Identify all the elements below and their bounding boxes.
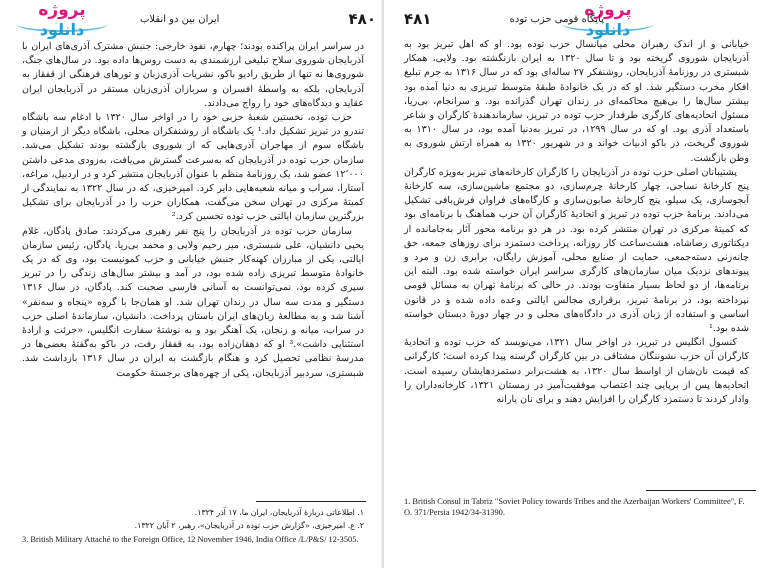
page-body bbox=[22, 40, 364, 381]
logo-line-2: دانلود bbox=[39, 20, 85, 39]
footnote-divider bbox=[646, 490, 756, 491]
paragraph: پشتیبانان اصلی حزب توده در آذربایجان را کارگران کارخانه‌های تبریز به‌ویژه کارگران پنج کارخانهٔ نساجی، چهار کارخانهٔ چرم‌سازی، دو مجتمع ماشین‌سازی، سه کارخانهٔ آبجوسازی، یک سیلو، پنج کارخانهٔ صابون‌سازی و کارگاه‌های فراوان فرش‌بافی تشکیل می‌دادند. برنامهٔ حزب توده در تبریز و اتحادیهٔ کارگران آن حزب هماهنگ با برنامه‌ای بود که کمیتهٔ مرکزی در تهران منتشر کرده بود. در هر دو برنامه محور آثار به‌جامانده از دیکتاتوری رضاشاه، هشت‌ساعت کار روزانه، پرداخت دستمزد برای روزهای جمعه، حق چانه‌زنی دسته‌جمعی، حمایت از صنایع محلی، آموزش رایگان، برابری زن و مرد و پیوندهای نزدیک میان سازمان‌های کارگری سراسر ایران خواسته شده بود. البته این برنامه‌ها، از دو لحاظ بسیار متفاوت بودند. در حالی که برنامهٔ تهران به مسائل قومی نپرداخته بود، در برنامهٔ تبریز، برقراری مجالس ایالتی وعده داده شده و در قانون اساسی و استفاده از زبان آذری در دادگاه‌های محلی و در چهار دورهٔ دبستان خواسته شده بود.¹ bbox=[404, 166, 749, 335]
right-page bbox=[384, 0, 768, 568]
footnote: ۱. اطلاعاتی دربارهٔ آذربایجان، ایران ما، ۱۷ آذر ۱۳۲۴. bbox=[194, 508, 364, 517]
footnote: ۲. ع. امیرخیزی، «گزارش حزب توده در آذربایجان»، رهبر، ۲ آبان ۱۳۲۲. bbox=[134, 521, 364, 530]
page-header bbox=[140, 8, 376, 30]
footnote: 3. British Military Attaché to the Foreign Office, 12 November 1946, India Office /L/P&S/ 12-3505. bbox=[22, 535, 359, 544]
paragraph: خیابانی و از اندک رهبران محلی میانسال حزب توده بود. او که اهل تبریز بود به آذربایجان شوروی گریخته بود و تا سال ۱۳۲۰ به ایران بازنگشته بود. ولایی، همکار شبستری در روزنامهٔ آذربایجان، روشنفکر ۲۷ ساله‌ای بود که در سال ۱۳۱۶ به جرم تبلیغ افکار مخرب دستگیر شد. او که در یک خانوادهٔ طبقهٔ متوسط تبریزی به دنیا آمده بود بیشتر سال‌ها را بی‌هیچ محاکمه‌ای در زندان تهران گذرانده بود. و سرانجام، بی‌ریا، مسئول اتحادیه‌های کارگری طرفدار حزب توده در تبریز، سازماندهندهٔ کارگران و شاعر باستعداد آذری بود. او که در سال ۱۲۹۹، در تبریز به‌دنیا آمده بود، در سال ۱۳۱۰ به شوروی گریخت، در باکو ادبیات خواند و در شهریور ۱۳۲۰ به همراه ارتش شوروی به وطن بازگشت. bbox=[404, 39, 749, 164]
logo-line-1: پروژه bbox=[38, 0, 86, 20]
paragraph: سازمان حزب توده در آذربایجان را پنج نفر رهبری می‌کردند: صادق پادگان، غلام یحیی دانشیان، علی شبستری، میر رحیم ولایی و محمد بی‌ریا. پادگان، رئیس سازمان ایالتی، یکی از مبارزان کهنه‌کار جنبش خیابانی و حزب کمونیست بود، وی که در یک خانوادهٔ متوسط تبریزی زاده شده بود، در آمد و بیشتر سال‌های زندگی را در تبریز سپری کرده بود، نمی‌توانست به آسانی فارسی صحبت کند. پادگان، در سال ۱۳۱۶ دستگیر و مدت سه سال در زندان تهران شد. او همان‌جا با گروه «پنجاه و سه‌نفر» آشنا شد و به مطالعهٔ زبان‌های ایران باستان پرداخت. دانشیان، سازماندهٔ اصلی حزب در سراب، میانه و زنجان، یک آهنگر بود و به نوشتهٔ سفارت انگلیس، «جرئت و ارادهٔ استثنایی داشت».³ او که دهقان‌زاده بود، به قفقاز رفت، در باکو به‌گفتهٔ بعضی‌ها در مدرسهٔ نظامی تحصیل کرد و هنگام بازگشت به ایران در سال ۱۳۱۶ بازداشت شد. شبستری، سردبیر آذربایجان، یکی از چهره‌های برجستهٔ حکومت bbox=[22, 225, 364, 379]
logo-line-2: دانلود bbox=[585, 20, 631, 39]
paragraph: حزب توده، نخستین شعبهٔ حزبی خود را در اواخر سال ۱۳۲۰ با ادغام سه باشگاه تندرو در تبریز تشکیل داد.¹ یک باشگاه از روشنفکران محلی، باشگاه دیگر از ارمنیان و باشگاه سوم از مهاجران آذری‌هایی که از شوروی بازگشته بودند تشکیل می‌شد. سازمان حزب توده در آذربایجان که به‌سرعت گسترش می‌یافت، به‌زودی مدعی داشتن ۱۲٬۰۰۰ عضو شد، یک روزنامهٔ منظم با عنوان آذربایجان منتشر کرد و در اردبیل، مراغه، آستارا، سراب و میانه شعبه‌هایی دایر کرد. امیرخیزی، که در سال ۱۳۲۲ به نمایندگی از کمیتهٔ مرکزی در تهران سخن می‌گفت، همکاران حزب را در آذربایجان برای تشکیل بزرگترین سازمان ایالتی حزب توده تحسین کرد.² bbox=[22, 112, 364, 223]
page-number: ۴۸۱ bbox=[404, 10, 432, 28]
page-number: ۴۸۰ bbox=[348, 10, 376, 28]
logo-swoosh-icon bbox=[16, 16, 108, 32]
running-title: ایران بین دو انقلاب bbox=[140, 13, 220, 25]
page-header bbox=[404, 8, 604, 30]
page-body bbox=[404, 38, 749, 407]
running-title: پایگاه قومی حزب توده bbox=[509, 13, 604, 25]
paragraph: کنسول انگلیس در تبریز، در اواخر سال ۱۳۲۱، می‌نویسد که حزب توده و اتحادیهٔ کارگران آن حزب نشوننگان مشتاقی در بین کارگران گرسنه پیدا کرده است؛ کارگرانی که قیمت نان‌شان از اواسط سال ۱۳۲۰، به هشت‌برابر دستمزدهایشان رسیده است. اتحادیه‌ها پس از برپایی چند اعتصاب موفقیت‌آمیز در زمستان ۱۳۲۱، کارخانه‌داران را وادار کردند تا دستمزد کارگران را افزایش دهند و برای نان یارانه bbox=[404, 337, 749, 406]
footnote-divider bbox=[256, 501, 366, 502]
paragraph: در سراسر ایران پراکنده بودند؛ چهارم، نفوذ خارجی: جنبش مشترک آذری‌های ایران با آذربایجان شوروی سلاح تبلیغی ارزشمندی به دست روس‌ها داده بود. در سال‌های جنگ، شوروی‌ها نه تنها از طریق رادیو باکو، نشریات آذری‌زبان و تورهای فرهنگی از قفقاز به آذربایجان، بلکه به واسطهٔ افسران و سربازان آذری‌زبان مستقر در آذربایجان ایران عقاید و دیدگاه‌های خود را رواج می‌دادند. bbox=[22, 41, 364, 109]
footnote: 1. British Consul in Tabriz "Soviet Policy towards Tribes and the Azerbaijan Workers' Committee", F. O. 371/Persia 1942/34-31390. bbox=[404, 497, 745, 517]
logo-line-1: پروژه bbox=[584, 0, 632, 20]
